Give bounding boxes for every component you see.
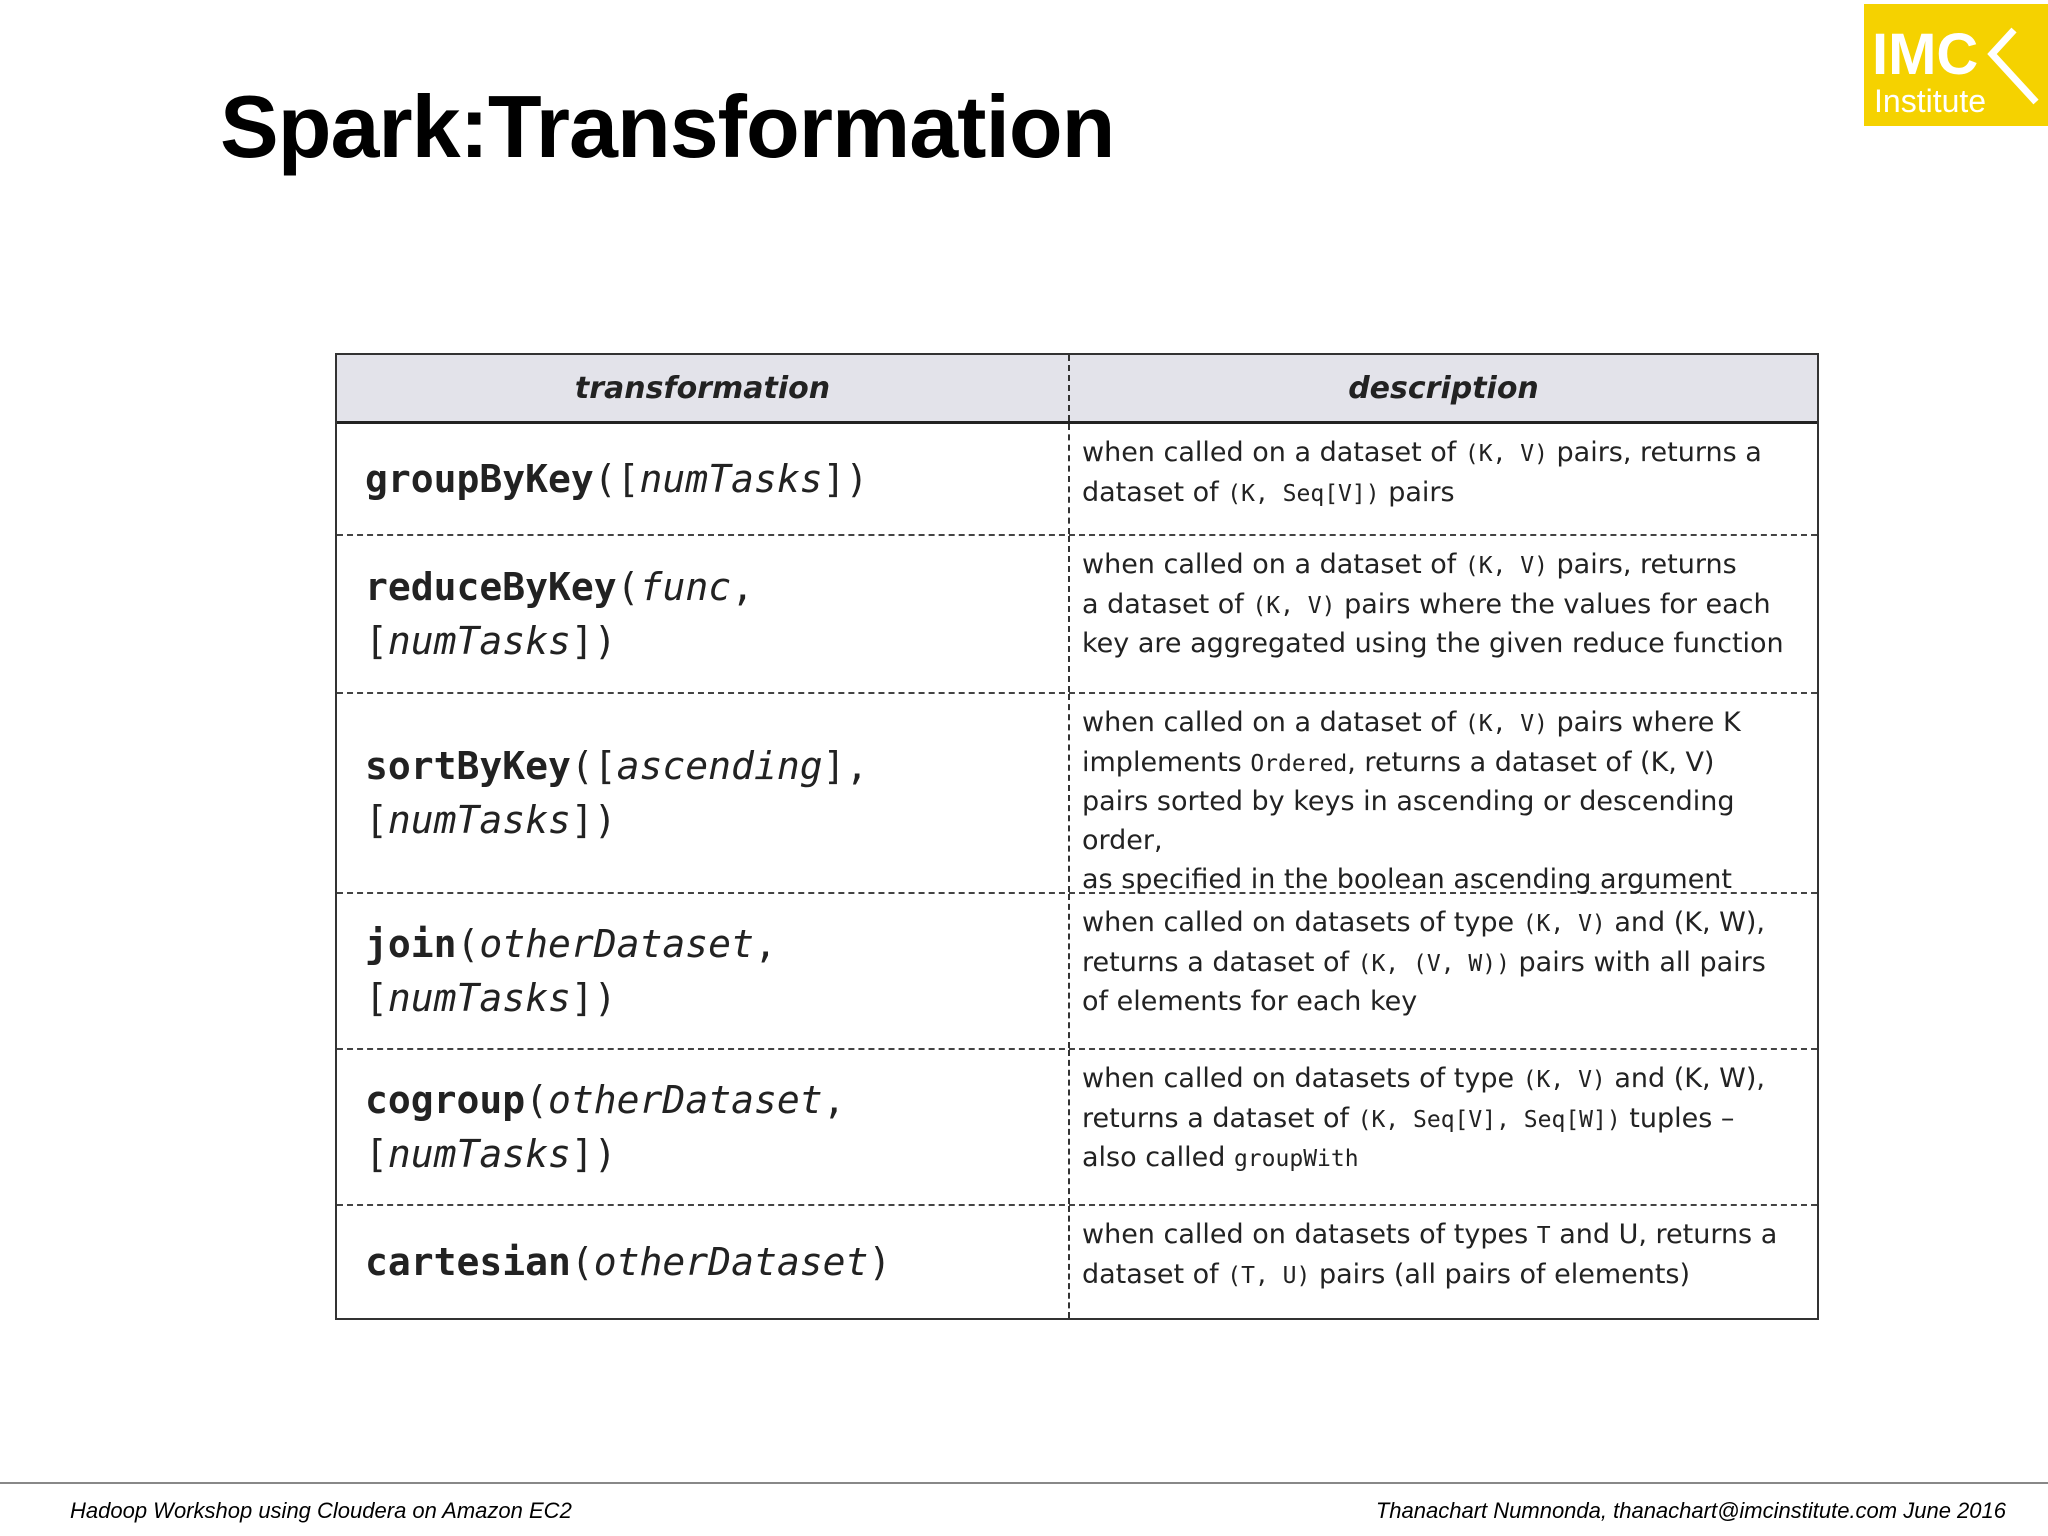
transformation-description: [1068, 694, 1817, 895]
description-line: dataset of (K, Seq[V]) pairs: [1082, 476, 1455, 508]
transformation-signature: sortByKey([ascending], [numTasks]): [365, 744, 869, 842]
function-name: reduceByKey: [365, 565, 617, 609]
table-row: [337, 692, 1817, 895]
header-description: description: [1068, 355, 1817, 421]
imc-institute-logo: [1864, 4, 2048, 126]
description-line: dataset of (T, U) pairs (all pairs of elements): [1082, 1258, 1691, 1290]
description-line: as specified in the boolean ascending argument: [1082, 864, 1733, 895]
function-name: cartesian: [365, 1240, 571, 1284]
transformation-signature: join(otherDataset, [numTasks]): [365, 922, 777, 1020]
argument: otherDataset: [479, 922, 754, 966]
description-line: returns a dataset of (K, Seq[V], Seq[W]) tuples –: [1082, 1102, 1735, 1134]
transformations-table: [335, 353, 1819, 1320]
table-row: [337, 534, 1817, 692]
description-line: when called on a dataset of (K, V) pairs where K: [1082, 707, 1741, 738]
argument: ascending: [616, 744, 823, 788]
header-transformation: transformation: [574, 370, 831, 406]
argument: func: [639, 565, 732, 609]
argument: numTasks: [387, 619, 571, 663]
svg-text:Institute: Institute: [1874, 83, 1987, 119]
transformation-description: [1068, 1050, 1817, 1204]
description-line: returns a dataset of (K, (V, W)) pairs with all pairs: [1082, 946, 1766, 978]
function-name: cogroup: [365, 1078, 526, 1122]
table-row: [337, 1204, 1817, 1318]
description-line: key are aggregated using the given reduce function: [1082, 628, 1784, 659]
footer-left: Hadoop Workshop using Cloudera on Amazon EC2: [70, 1498, 572, 1523]
transformation-signature: reduceByKey(func, [numTasks]): [365, 565, 754, 663]
transformation-description: [1068, 424, 1817, 534]
function-name: sortByKey: [365, 744, 571, 788]
transformation-signature: cartesian(otherDataset): [365, 1240, 892, 1284]
table-row: [337, 1048, 1817, 1204]
description-line: pairs sorted by keys in ascending or descending order,: [1082, 786, 1735, 856]
table-row: [337, 424, 1817, 534]
description-line: when called on a dataset of (K, V) pairs, returns: [1082, 549, 1737, 580]
description-line: when called on a dataset of (K, V) pairs, returns a: [1082, 437, 1762, 468]
description-line: implements Ordered, returns a dataset of (K, V): [1082, 746, 1715, 778]
description-line: a dataset of (K, V) pairs where the values for each: [1082, 588, 1771, 620]
table-body: [337, 424, 1817, 1318]
transformation-signature: cogroup(otherDataset, [numTasks]): [365, 1078, 846, 1176]
description-line: of elements for each key: [1082, 986, 1418, 1017]
function-name: groupByKey: [365, 457, 594, 501]
argument: otherDataset: [593, 1240, 869, 1284]
description-line: when called on datasets of types T and U, returns a: [1082, 1219, 1778, 1250]
transformation-description: [1068, 536, 1817, 692]
table-row: [337, 892, 1817, 1048]
argument: numTasks: [639, 457, 823, 501]
description-line: when called on datasets of type (K, V) and (K, W),: [1082, 907, 1765, 938]
argument: otherDataset: [548, 1078, 823, 1122]
footer-divider: [0, 1482, 2048, 1484]
argument: numTasks: [387, 1132, 571, 1176]
slide-title: Spark:Transformation: [220, 77, 1115, 176]
description-line: also called groupWith: [1082, 1142, 1359, 1173]
transformation-signature: groupByKey([numTasks]): [365, 457, 869, 501]
description-line: when called on datasets of type (K, V) and (K, W),: [1082, 1063, 1765, 1094]
argument: numTasks: [387, 798, 571, 842]
function-name: join: [365, 922, 457, 966]
table-header-row: [337, 355, 1817, 424]
transformation-description: [1068, 894, 1817, 1048]
footer-right: Thanachart Numnonda, thanachart@imcinstitute.com June 2016: [1375, 1498, 2006, 1523]
transformation-description: [1068, 1206, 1817, 1318]
svg-text:IMC: IMC: [1872, 22, 1979, 87]
argument: numTasks: [387, 976, 571, 1020]
